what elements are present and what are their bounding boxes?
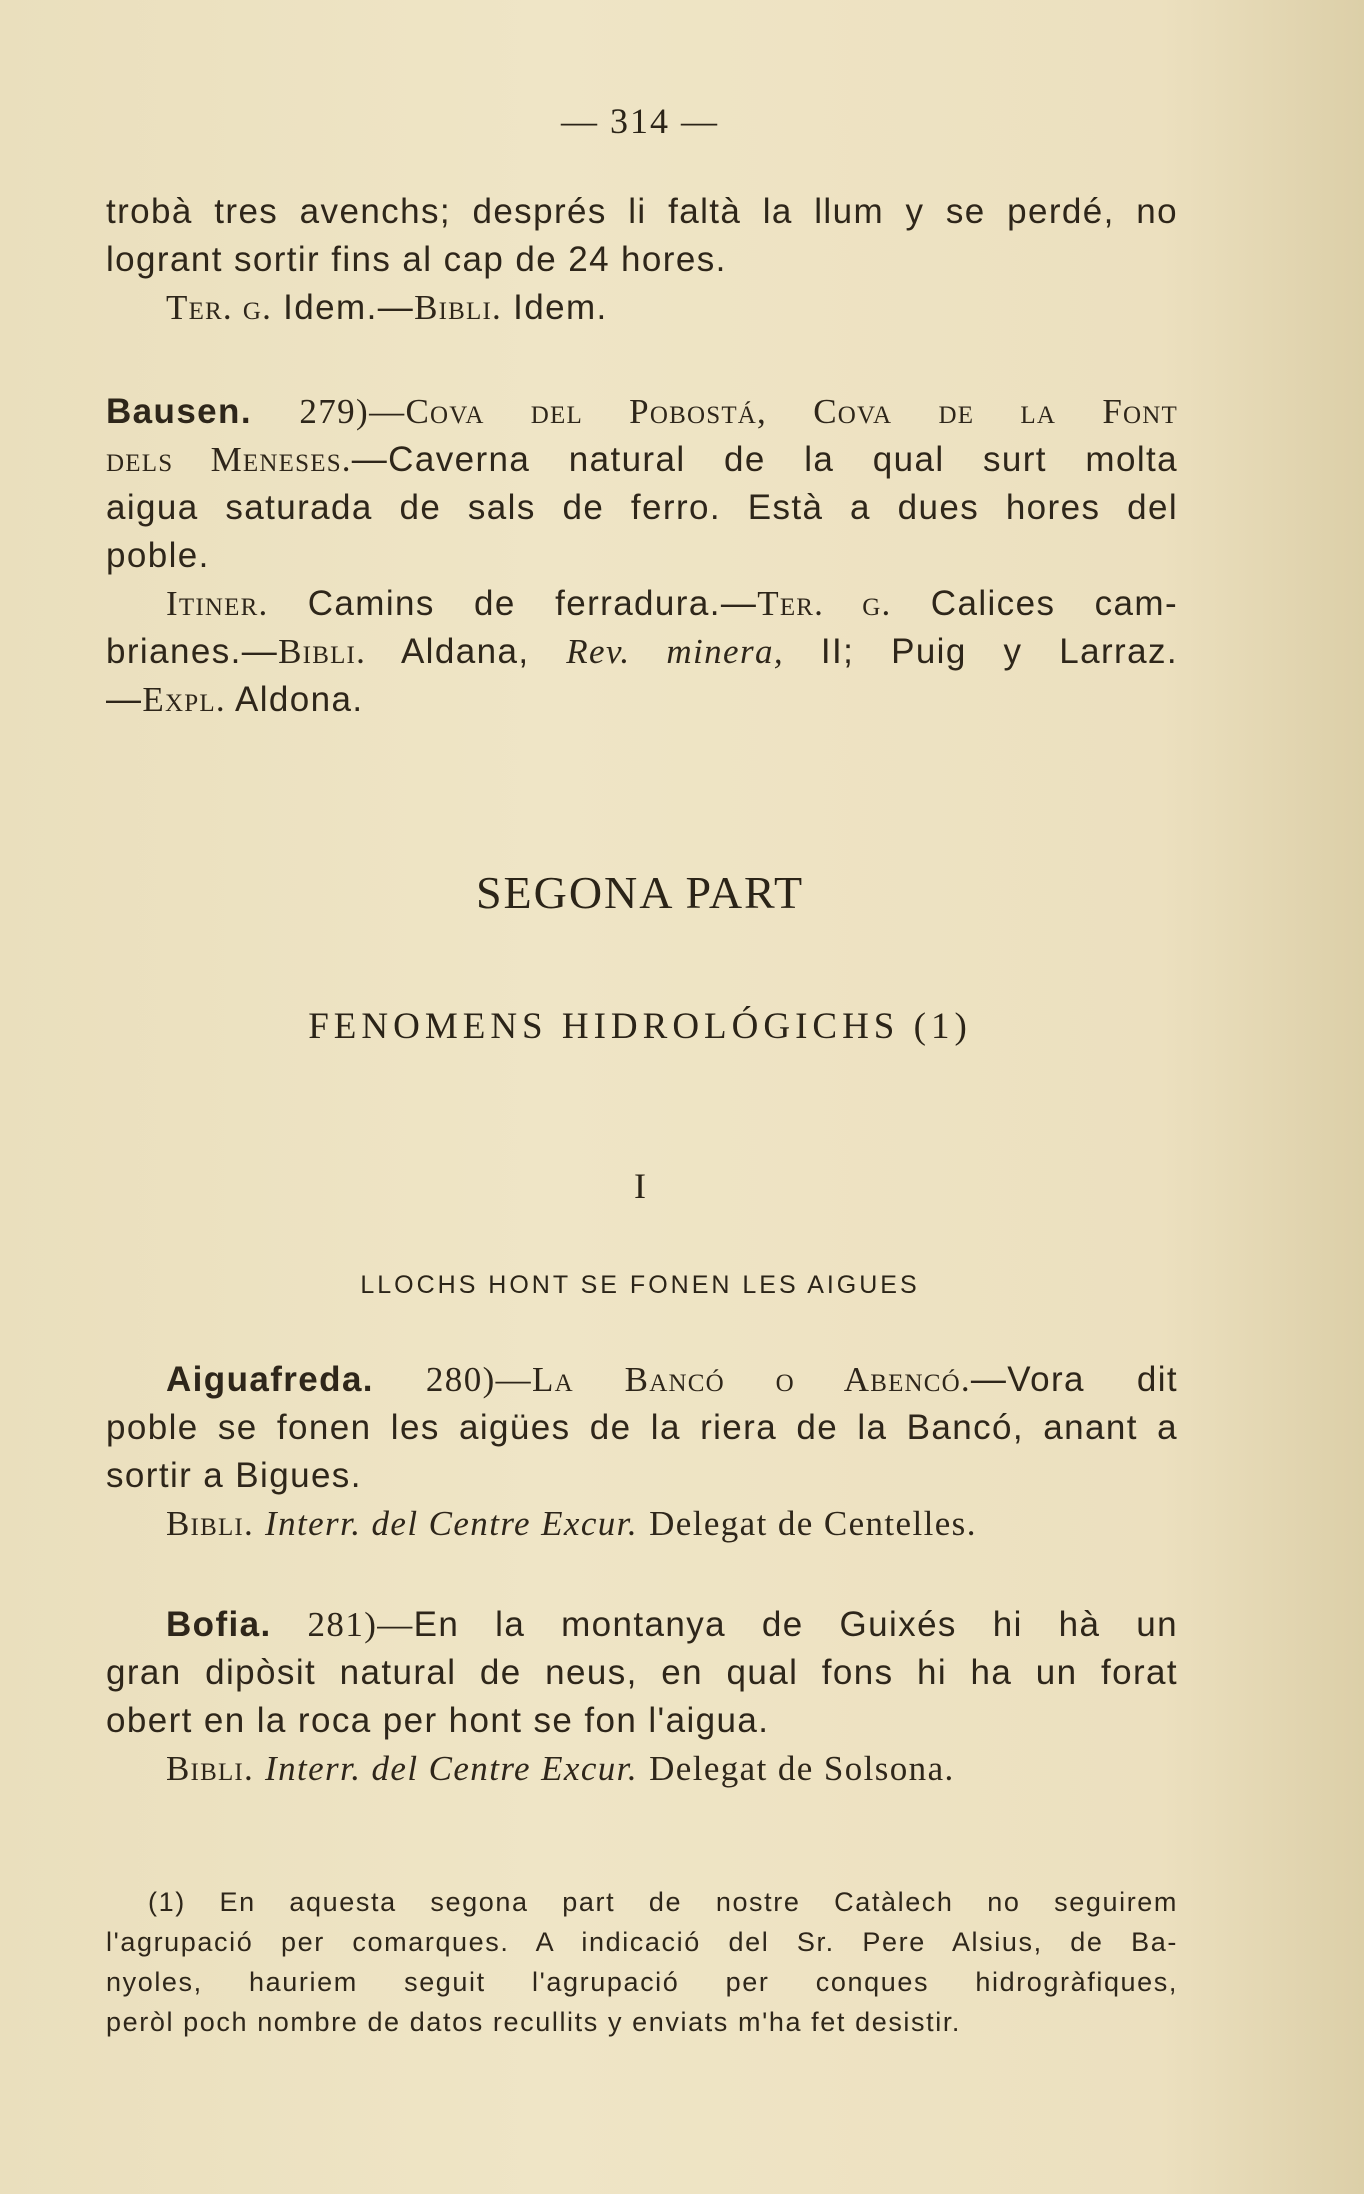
footnote-line: (1) En aquesta segona part de nostre Catàlech no seguirem (148, 1887, 1178, 1917)
place-name: Bofia. (166, 1605, 272, 1644)
entry-aiguafreda (106, 1356, 1178, 1548)
place-name: Bausen. (106, 392, 252, 431)
abbr-ter: Ter. g. (757, 584, 892, 623)
text: Idem. (513, 288, 608, 327)
chapter-heading: LLOCHS HONT SE FONEN LES AIGUES (360, 1271, 920, 1299)
reference-line (106, 284, 1178, 332)
source-title: Interr. del Centre Excur. (265, 1749, 638, 1788)
footnote (106, 1882, 1178, 2042)
entry-number: 279)— (299, 392, 406, 431)
text-line (106, 676, 1178, 724)
text: Aldana, (400, 632, 530, 671)
text: —Caverna natural de la qual surt molta (351, 440, 1178, 479)
abbr-bibli: Bibli. (166, 1504, 254, 1543)
site-name: La Bancó o Abencó. (532, 1360, 971, 1399)
text: En la montanya de Guixés hi hà un (413, 1605, 1178, 1644)
text: Idem.— (283, 288, 415, 327)
text-line (106, 580, 1178, 628)
text-line: trobà tres avenchs; després li faltà la llum y se perdé, no (106, 192, 1178, 231)
entry-number: 281)— (307, 1605, 414, 1644)
text: Delegat de Solsona. (649, 1749, 955, 1788)
text-line (106, 436, 1178, 484)
entry-number: 280)— (425, 1360, 533, 1399)
paragraph-continued (106, 188, 1178, 332)
text-line: gran dipòsit natural de neus, en qual fons hi ha un forat (106, 1653, 1178, 1692)
source-title: Interr. del Centre Excur. (265, 1504, 638, 1543)
abbr-ter: Ter. g. (166, 288, 273, 327)
text: brianes.— (106, 632, 279, 671)
text-line (106, 1356, 1178, 1404)
text-line (106, 1601, 1178, 1649)
text-line: aigua saturada de sals de ferro. Està a dues hores del (106, 488, 1178, 527)
entry-bofia (106, 1601, 1178, 1793)
footnote-line: l'agrupació per comarques. A indicació del Sr. Pere Alsius, de Ba- (106, 1927, 1178, 1957)
journal-title: Rev. minera, (566, 632, 785, 671)
site-name: dels Meneses. (106, 440, 352, 479)
abbr-bibli: Bibli. (278, 632, 367, 671)
site-name: Cova del Pobostá, Cova de la Font (405, 392, 1178, 431)
chapter-number: I (634, 1166, 646, 1206)
text-line: poble se fonen les aigües de la riera de la Bancó, anant a (106, 1408, 1178, 1447)
text-line: logrant sortir fins al cap de 24 hores. (106, 240, 727, 279)
text-line: poble. (106, 536, 210, 575)
text: Camins de ferradura.— (307, 584, 758, 623)
text-line: obert en la roca per hont se fon l'aigua. (106, 1701, 770, 1740)
footnote-line: peròl poch nombre de datos recullits y enviats m'ha fet desistir. (106, 2007, 962, 2037)
section-heading: FENOMENS HIDROLÓGICHS (1) (308, 1006, 972, 1047)
footnote-line: nyoles, hauriem seguit l'agrupació per conques hidrogràfiques, (106, 1967, 1178, 1997)
abbr-itiner: Itiner. (166, 584, 269, 623)
text: Calices cam- (930, 584, 1179, 623)
place-name: Aiguafreda. (166, 1360, 374, 1399)
abbr-expl: Expl. (142, 680, 226, 719)
text-line (106, 628, 1178, 676)
page-number: — 314 — (561, 101, 719, 141)
abbr-bibli: Bibli. (414, 288, 502, 327)
entry-bausen (106, 388, 1178, 724)
text: Delegat de Centelles. (649, 1504, 977, 1543)
text: Aldona. (234, 680, 364, 719)
text: II; Puig y Larraz. (820, 632, 1179, 671)
text: — (106, 680, 143, 719)
text: —Vora dit (970, 1360, 1178, 1399)
part-heading: SEGONA PART (475, 867, 805, 918)
text-line: sortir a Bigues. (106, 1456, 362, 1495)
reference-line (106, 1500, 1178, 1548)
reference-line (106, 1745, 1178, 1793)
abbr-bibli: Bibli. (166, 1749, 254, 1788)
text-line (106, 388, 1178, 436)
